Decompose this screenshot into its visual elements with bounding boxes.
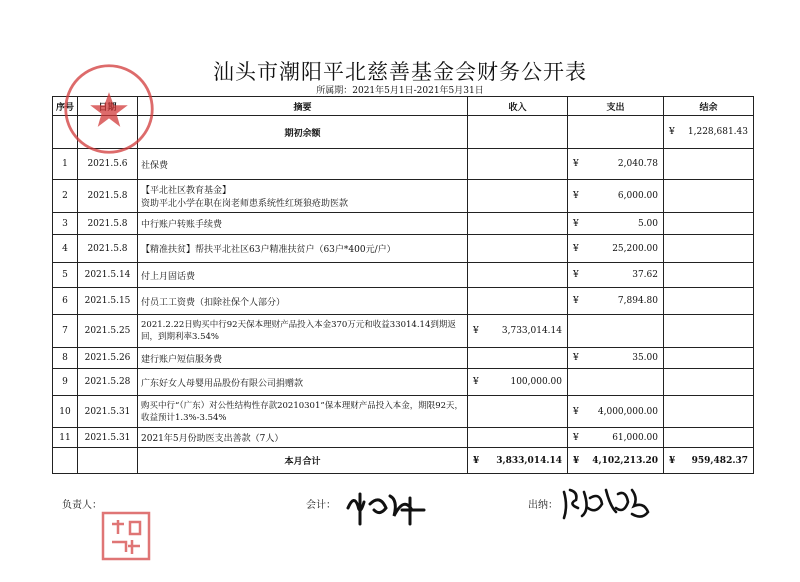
row-date: 2021.5.31 (78, 428, 138, 448)
currency-sign: ¥ (573, 432, 579, 443)
table-row (53, 369, 754, 396)
row-income-cell (468, 315, 568, 348)
row-expense-cell (568, 263, 664, 288)
row-desc: 购买中行“（广东）对公性结构性存款20210301”保本理财产品投入本金，期限92天，收益预计1.3%-3.54% (138, 396, 468, 428)
row-desc: 社保费 (138, 149, 468, 180)
row-desc: 付员工工资费（扣除社保个人部分） (138, 288, 468, 315)
row-desc: 建行账户短信服务费 (138, 348, 468, 369)
row-seq: 6 (53, 288, 78, 315)
row-expense-cell (568, 213, 664, 235)
opening-row (53, 116, 754, 149)
row-expense: 6,000.00 (617, 191, 658, 201)
opening-label: 期初余额 (138, 116, 468, 149)
header-desc: 摘要 (138, 97, 468, 116)
row-balance (664, 369, 754, 396)
row-expense-cell (568, 348, 664, 369)
table-row (53, 396, 754, 428)
row-seq: 8 (53, 348, 78, 369)
row-income-cell (468, 369, 568, 396)
row-date: 2021.5.31 (78, 396, 138, 428)
currency-sign: ¥ (573, 455, 580, 466)
row-date: 2021.5.8 (78, 213, 138, 235)
currency-sign: ¥ (573, 353, 579, 363)
row-date: 2021.5.25 (78, 315, 138, 348)
row-expense: 5.00 (637, 218, 658, 229)
accountant-signature-icon (340, 486, 440, 526)
table-row (53, 428, 754, 448)
row-seq: 2 (53, 180, 78, 213)
currency-sign: ¥ (473, 377, 479, 387)
accountant-label: 会计： (306, 500, 336, 511)
row-expense-cell (568, 288, 664, 315)
period-label: 所属期：2021年5月1日-2021年5月31日 (316, 86, 484, 96)
row-balance (664, 213, 754, 235)
currency-sign: ¥ (669, 455, 676, 466)
currency-sign: ¥ (573, 406, 579, 417)
currency-sign: ¥ (573, 243, 579, 254)
row-expense: 61,000.00 (612, 432, 658, 443)
row-expense-cell (568, 315, 664, 348)
row-income-cell (468, 235, 568, 263)
header-seq: 序号 (53, 97, 78, 116)
row-expense: 4,000,000.00 (597, 406, 658, 417)
page-title: 汕头市潮阳平北慈善基金会财务公开表 (213, 60, 587, 84)
row-date: 2021.5.26 (78, 348, 138, 369)
opening-balance: 1,228,681.43 (687, 127, 748, 137)
total-expense: 4,102,213.20 (592, 455, 658, 466)
row-seq: 7 (53, 315, 78, 348)
total-row (53, 448, 754, 474)
finance-table (52, 96, 754, 474)
currency-sign: ¥ (573, 191, 579, 201)
total-label: 本月合计 (138, 448, 468, 474)
row-income-cell (468, 213, 568, 235)
row-desc: 【精准扶贫】帮扶平北社区63户精准扶贫户（63户*400元/户） (138, 235, 468, 263)
header-balance: 结余 (664, 97, 754, 116)
row-income-cell (468, 288, 568, 315)
row-seq: 10 (53, 396, 78, 428)
row-expense-cell (568, 149, 664, 180)
row-seq: 5 (53, 263, 78, 288)
currency-sign: ¥ (573, 296, 579, 306)
table-row (53, 213, 754, 235)
row-expense-cell (568, 235, 664, 263)
row-expense: 2,040.78 (617, 159, 658, 169)
row-expense: 7,894.80 (617, 296, 658, 306)
table-row (53, 288, 754, 315)
row-expense-cell (568, 428, 664, 448)
row-balance (664, 263, 754, 288)
row-balance (664, 348, 754, 369)
row-date: 2021.5.8 (78, 235, 138, 263)
row-balance (664, 315, 754, 348)
table-row (53, 263, 754, 288)
row-income: 100,000.00 (510, 377, 562, 387)
row-date: 2021.5.15 (78, 288, 138, 315)
cashier-signature-icon (558, 484, 658, 522)
total-income: 3,833,014.14 (496, 455, 562, 466)
header-income: 收入 (468, 97, 568, 116)
row-balance (664, 428, 754, 448)
table-row (53, 180, 754, 213)
row-desc: 【平北社区教育基金】 资助平北小学在职在岗老师患系统性红斑狼疮助医款 (138, 180, 468, 213)
currency-sign: ¥ (573, 270, 579, 280)
table-row (53, 348, 754, 369)
cashier-label: 出纳： (528, 500, 558, 511)
row-desc: 付上月固话费 (138, 263, 468, 288)
personal-stamp-icon (100, 510, 152, 562)
row-expense: 35.00 (632, 353, 658, 363)
currency-sign: ¥ (473, 455, 480, 466)
row-expense-cell (568, 396, 664, 428)
row-income-cell (468, 396, 568, 428)
row-expense: 37.62 (632, 270, 658, 280)
row-balance (664, 396, 754, 428)
row-date: 2021.5.6 (78, 149, 138, 180)
row-desc: 中行账户转账手续费 (138, 213, 468, 235)
row-seq: 4 (53, 235, 78, 263)
header-expense: 支出 (568, 97, 664, 116)
row-seq: 11 (53, 428, 78, 448)
row-seq: 3 (53, 213, 78, 235)
row-desc: 2021年5月份助医支出善款（7人） (138, 428, 468, 448)
row-desc: 广东好女人母婴用品股份有限公司捐赠款 (138, 369, 468, 396)
row-expense-cell (568, 180, 664, 213)
row-seq: 1 (53, 149, 78, 180)
row-seq: 9 (53, 369, 78, 396)
table-row (53, 235, 754, 263)
official-seal-icon (62, 62, 156, 156)
row-date: 2021.5.28 (78, 369, 138, 396)
row-income: 3,733,014.14 (501, 326, 562, 336)
table-row (53, 149, 754, 180)
currency-sign: ¥ (573, 218, 579, 229)
row-balance (664, 288, 754, 315)
row-income-cell (468, 149, 568, 180)
row-balance (664, 180, 754, 213)
row-date: 2021.5.8 (78, 180, 138, 213)
table-row (53, 315, 754, 348)
row-desc: 2021.2.22日购买中行92天保本理财产品投入本金370万元和收益33014.14到期返回，到期利率3.54% (138, 315, 468, 348)
row-balance (664, 149, 754, 180)
row-income-cell (468, 180, 568, 213)
row-balance (664, 235, 754, 263)
row-income-cell (468, 263, 568, 288)
currency-sign: ¥ (473, 326, 479, 336)
row-expense-cell (568, 369, 664, 396)
header-row (53, 97, 754, 116)
currency-sign: ¥ (669, 127, 675, 137)
row-date: 2021.5.14 (78, 263, 138, 288)
row-income-cell (468, 348, 568, 369)
row-income-cell (468, 428, 568, 448)
row-expense: 25,200.00 (612, 243, 658, 254)
currency-sign: ¥ (573, 159, 579, 169)
total-balance: 959,482.37 (691, 455, 748, 466)
responsible-label: 负责人： (62, 500, 102, 511)
